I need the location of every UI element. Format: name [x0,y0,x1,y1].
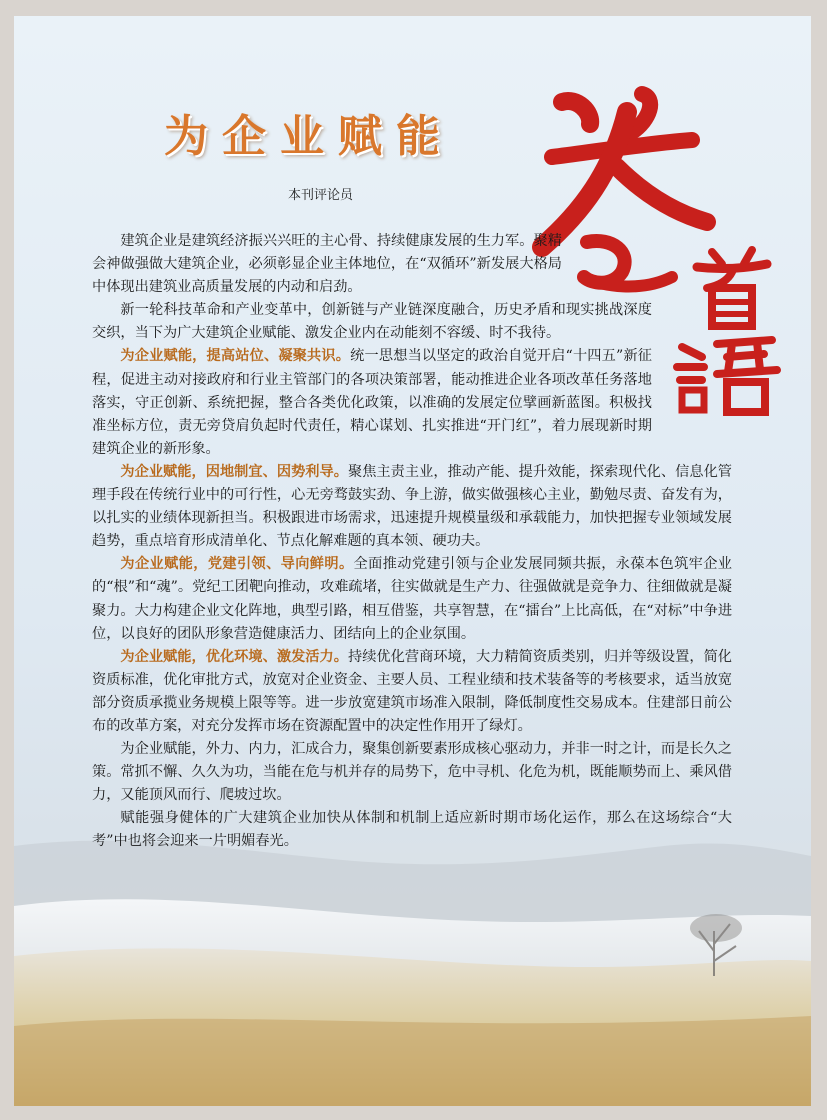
paragraph-text: 建筑企业是建筑经济振兴兴旺的主心骨、持续健康发展的生力军。聚精会神做强做大建筑企业，必须彰显企业主体地位，在“双循环”新发展大格局中体现出建筑业高质量发展的内动和启劲。 [92,233,562,296]
paragraph-text: 统一思想当以坚定的政治自觉开启“十四五”新征程，促进主动对接政府和行业主管部门的各项决策部署，能动推进企业各项改革任务落地落实，守正创新、系统把握，整合各类优化政策，以准确的发展定位擘画新蓝图。积极找准坐标方位，责无旁贷肩负起时代责任，精心谋划、扎实推进“开门红”，着力展现新时期建筑企业的新形象。 [92,348,652,457]
paragraph-text: 为企业赋能，外力、内力，汇成合力，聚集创新要素形成核心驱动力，并非一时之计，而是长久之策。常抓不懈、久久为功，当能在危与机并存的局势下，危中寻机、化危为机，既能顺势而上、乘风借力，又能顶风而行、爬坡过坎。 [92,741,732,804]
magazine-page [14,16,811,1106]
byline: 本刊评论员 [288,188,354,203]
paragraph [92,299,652,345]
paragraph [92,461,732,553]
paragraph [92,230,562,299]
paragraph [92,738,732,807]
section-heading: 为企业赋能，党建引领、导向鲜明。 [120,556,354,573]
paragraph [92,807,732,853]
paragraph [92,345,652,460]
section-heading: 为企业赋能，提高站位、凝聚共识。 [120,348,351,365]
article-body [92,230,732,854]
paragraph-text: 持续优化营商环境，大力精简资质类别，归并等级设置，简化资质标准，优化审批方式，放宽对企业资金、主要人员、工程业绩和技术装备等的考核要求，适当放宽部分资质承揽业务规模上限等等。进一步放宽建筑市场准入限制，降低制度性交易成本。住建部日前公布的改革方案，对充分发挥市场在资源配置中的决定性作用开了绿灯。 [92,648,732,734]
section-heading: 为企业赋能，因地制宜、因势利导。 [120,463,348,480]
paragraph-text: 赋能强身健体的广大建筑企业加快从体制和机制上适应新时期市场化运作，那么在这场综合“大考”中也将会迎来一片明媚春光。 [92,810,732,850]
paragraph [92,646,732,738]
page-title: 为企业赋能 [164,111,454,162]
paragraph-text: 新一轮科技革命和产业变革中，创新链与产业链深度融合，历史矛盾和现实挑战深度交织，当下为广大建筑企业赋能、激发企业内在动能刻不容缓、时不我待。 [92,302,652,342]
paragraph-text: 聚焦主责主业，推动产能、提升效能，探索现代化、信息化管理手段在传统行业中的可行性，心无旁骛鼓实劲、争上游，做实做强核心主业，勤勉尽责、奋发有为，以扎实的业绩体现新担当。积极跟进市场需求，迅速提升规模量级和承载能力，加快把握专业领域发展趋势，重点培育形成清单化、节点化解难题的真本领、硬功夫。 [92,463,732,550]
section-heading: 为企业赋能，优化环境、激发活力。 [120,648,348,665]
paragraph [92,553,732,645]
paragraph-text: 全面推动党建引领与企业发展同频共振，永葆本色筑牢企业的“根”和“魂”。党纪工团靶向推动，攻难疏堵，往实做就是生产力、往强做就是竞争力、往细做就是凝聚力。大力构建企业文化阵地，典型引路，相互借鉴，共享智慧，在“擂台”上比高低，在“对标”中争进位，以良好的团队形象营造健康活力、团结向上的企业氛围。 [92,556,733,642]
